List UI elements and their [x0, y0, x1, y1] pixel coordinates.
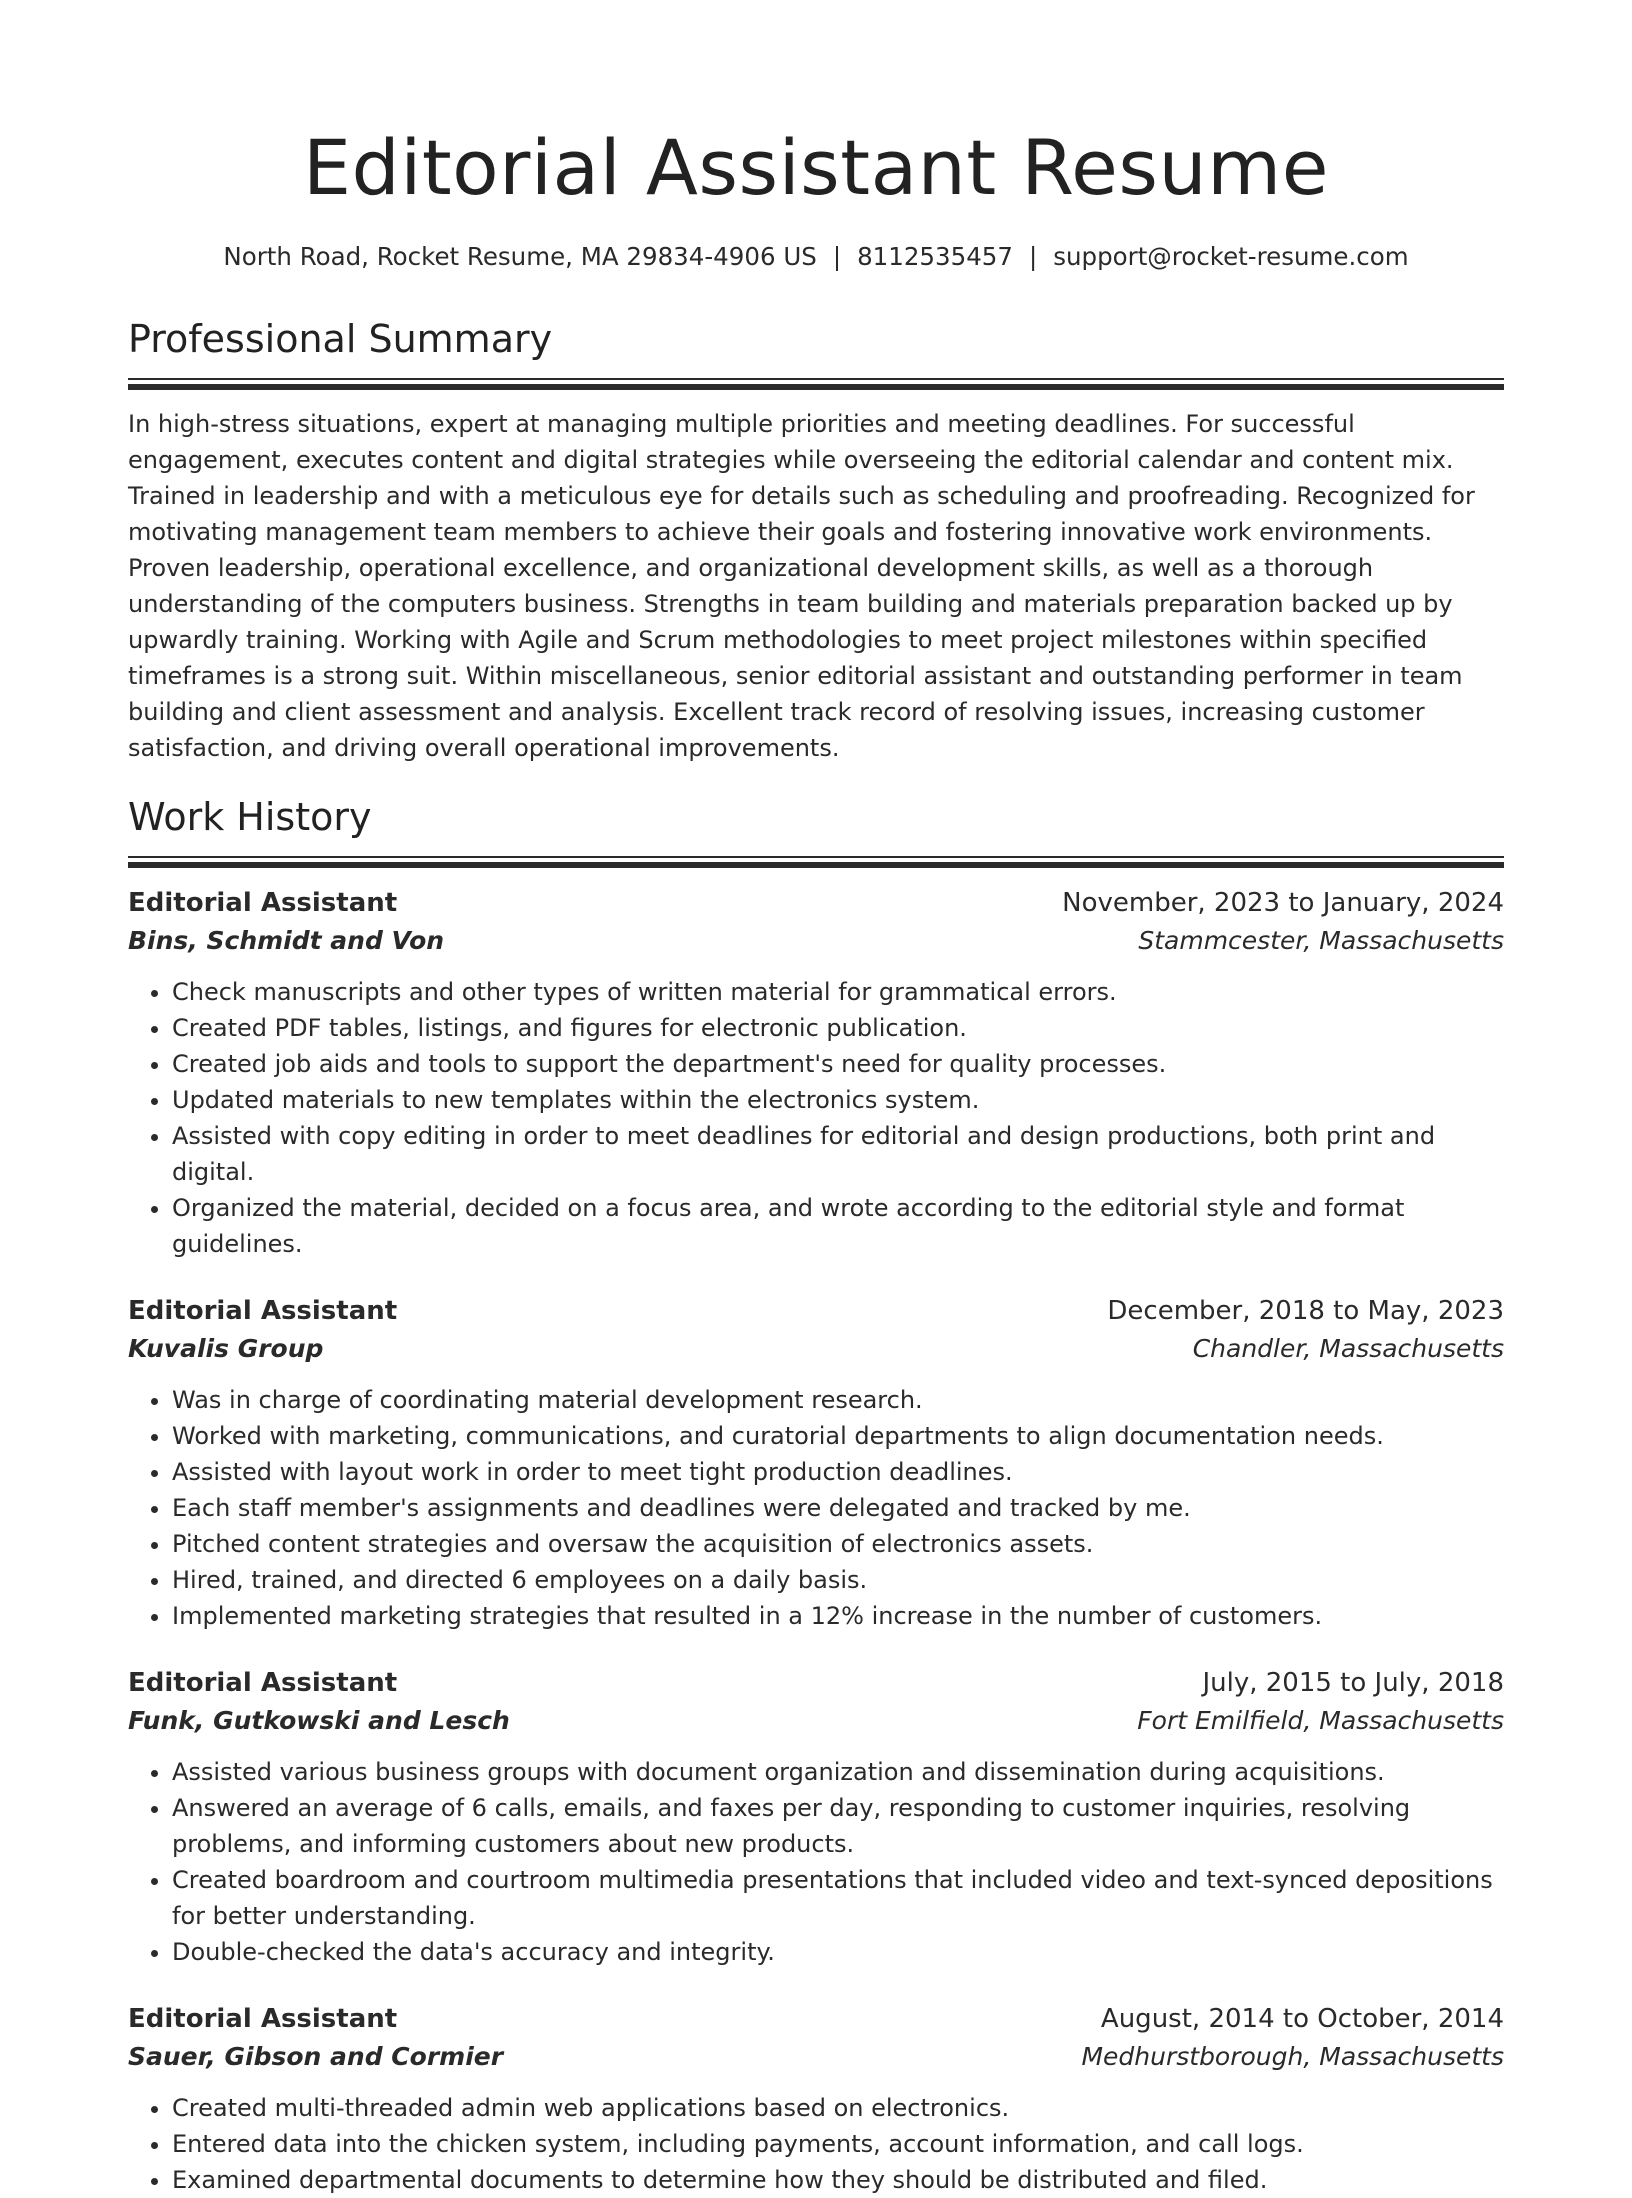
job-dates: July, 2015 to July, 2018 [1202, 1668, 1504, 1698]
job-bullets [128, 2090, 1504, 2198]
job-header [128, 2000, 1504, 2038]
job-bullet: • Entered data into the chicken system, including payments, account information, and call logs. [172, 2126, 1504, 2162]
job-entry [128, 1292, 1504, 1634]
job-bullet: • Created PDF tables, listings, and figures for electronic publication. [172, 1010, 1504, 1046]
job-bullet: • Examined departmental documents to determine how they should be distributed and filed. [172, 2162, 1504, 2198]
work-history-heading: Work History [128, 795, 372, 839]
contact-line [128, 240, 1504, 274]
job-title: Editorial Assistant [128, 1668, 398, 1698]
job-entry [128, 1664, 1504, 1970]
job-bullet: • Implemented marketing strategies that resulted in a 12% increase in the number of customers. [172, 1598, 1504, 1634]
job-bullet: • Was in charge of coordinating material development research. [172, 1382, 1504, 1418]
job-bullet: • Worked with marketing, communications, and curatorial departments to align documentation needs. [172, 1418, 1504, 1454]
job-bullets [128, 974, 1504, 1262]
job-title: Editorial Assistant [128, 1296, 398, 1326]
job-title: Editorial Assistant [128, 888, 398, 918]
job-dates: December, 2018 to May, 2023 [1107, 1296, 1504, 1326]
contact-address: North Road, Rocket Resume, MA 29834-4906 US [223, 242, 817, 271]
job-bullet: • Created multi-threaded admin web applications based on electronics. [172, 2090, 1504, 2126]
job-header [128, 884, 1504, 922]
job-entry [128, 884, 1504, 1262]
job-bullet: • Check manuscripts and other types of written material for grammatical errors. [172, 974, 1504, 1010]
job-bullet: • Assisted various business groups with document organization and dissemination during acquisitions. [172, 1754, 1504, 1790]
job-bullet: • Hired, trained, and directed 6 employees on a daily basis. [172, 1562, 1504, 1598]
job-dates: August, 2014 to October, 2014 [1100, 2004, 1504, 2034]
job-subheader [128, 1702, 1504, 1740]
job-location: Chandler, Massachusetts [1192, 1334, 1504, 1363]
job-bullets [128, 1754, 1504, 1970]
summary-section [128, 314, 1504, 766]
job-bullet: • Each staff member's assignments and deadlines were delegated and tracked by me. [172, 1490, 1504, 1526]
contact-email: support@rocket-resume.com [1053, 242, 1409, 271]
job-company: Bins, Schmidt and Von [128, 926, 445, 955]
job-subheader [128, 1330, 1504, 1368]
job-bullet: • Assisted with copy editing in order to meet deadlines for editorial and design productions, both print and digital. [172, 1118, 1504, 1190]
section-divider [128, 378, 1504, 390]
job-title: Editorial Assistant [128, 2004, 398, 2034]
job-subheader [128, 2038, 1504, 2076]
job-bullet: • Organized the material, decided on a focus area, and wrote according to the editorial style and format guidelines. [172, 1190, 1504, 1262]
contact-separator: | [832, 242, 842, 271]
job-bullet: • Assisted with layout work in order to meet tight production deadlines. [172, 1454, 1504, 1490]
job-company: Kuvalis Group [128, 1334, 324, 1363]
job-company: Funk, Gutkowski and Lesch [128, 1706, 510, 1735]
job-location: Stammcester, Massachusetts [1138, 926, 1504, 955]
section-divider [128, 856, 1504, 868]
contact-phone: 8112535457 [857, 242, 1013, 271]
job-bullet: • Pitched content strategies and oversaw the acquisition of electronics assets. [172, 1526, 1504, 1562]
job-header [128, 1664, 1504, 1702]
resume-title: Editorial Assistant Resume [303, 123, 1329, 212]
contact-separator: | [1028, 242, 1038, 271]
job-header [128, 1292, 1504, 1330]
summary-text: In high-stress situations, expert at managing multiple priorities and meeting deadlines. For successful engagement, executes content and digital strategies while overseeing the editorial calendar and content mix. Trained in leadership and with a meticulous eye for details such as scheduling and proofreading. Recognized for motivating management team members to achieve their goals and fostering innovative work environments. Proven leadership, operational excellence, and organizational development skills, as well as a thorough understanding of the computers business. Strengths in team building and materials preparation backed up by upwardly training. Working with Agile and Scrum methodologies to meet project milestones within specified timeframes is a strong suit. Within miscellaneous, senior editorial assistant and outstanding performer in team building and client assessment and analysis. Excellent track record of resolving issues, increasing customer satisfaction, and driving overall operational improvements. [128, 410, 1475, 762]
job-bullet: • Created boardroom and courtroom multimedia presentations that included video and text-synced depositions for better understanding. [172, 1862, 1504, 1934]
job-company: Sauer, Gibson and Cormier [128, 2042, 504, 2071]
job-bullet: • Double-checked the data's accuracy and integrity. [172, 1934, 1504, 1970]
job-location: Medhurstborough, Massachusetts [1081, 2042, 1504, 2071]
job-dates: November, 2023 to January, 2024 [1062, 888, 1504, 918]
work-history-section [128, 792, 1504, 2198]
job-entry [128, 2000, 1504, 2198]
job-bullet: • Updated materials to new templates within the electronics system. [172, 1082, 1504, 1118]
job-bullets [128, 1382, 1504, 1634]
summary-heading: Professional Summary [128, 317, 553, 361]
job-bullet: • Created job aids and tools to support the department's need for quality processes. [172, 1046, 1504, 1082]
job-location: Fort Emilfield, Massachusetts [1137, 1706, 1504, 1735]
job-bullet: • Answered an average of 6 calls, emails, and faxes per day, responding to customer inquiries, resolving problems, and informing customers about new products. [172, 1790, 1504, 1862]
job-subheader [128, 922, 1504, 960]
